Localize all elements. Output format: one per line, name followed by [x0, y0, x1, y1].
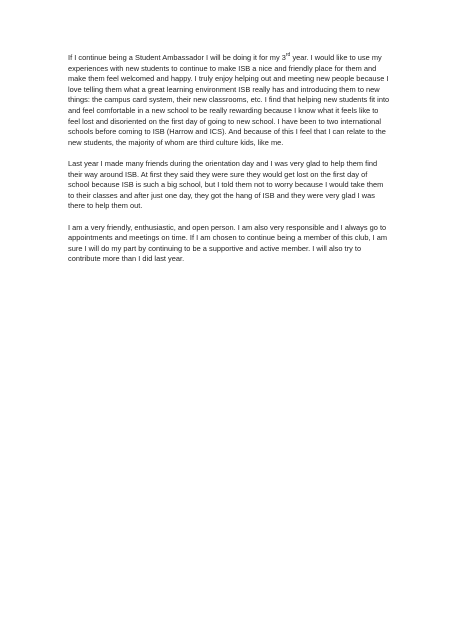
- paragraph-1-text-start: If I continue being a Student Ambassador I will be doing it for my 3: [68, 53, 286, 62]
- ordinal-superscript: rd: [285, 52, 291, 59]
- document-body: [68, 53, 390, 275]
- paragraph-ambassador-intro: [68, 53, 390, 148]
- paragraph-personal-qualities: I am a very friendly, enthusiastic, and open person. I am also very responsible and I always go to appointments and meetings on time. If I am chosen to continue being a member of this club, I am sure I will do my part by continuing to be a supportive and active member. I will also try to contribute more than I did last year.: [68, 222, 388, 264]
- paragraph-orientation-day: Last year I made many friends during the orientation day and I was very glad to help them find their way around ISB. At first they said they were sure they would get lost on the first day of school because ISB is such a big school, but I told them not to worry because I would take them to their classes and after just one day, they got the hang of ISB and they were very glad I was there to help them out.: [68, 158, 384, 211]
- paragraph-1-text-end: year. I would like to use my experiences with new students to continue to make ISB a nice and friendly place for them and make them feel welcomed and happy. I truly enjoy helping out and meeting new people because I love telling them what a great learning environment ISB really has and introducing them to new things: the campus card system, their new classrooms, etc. I find that helping new students fit into and feel comfortable in a new school to be really rewarding because I know what it feels like to feel lost and disoriented on the first day of going to new school. I have been to two international schools before coming to ISB (Harrow and ICS). And because of this I feel that I can relate to the new students, the majority of whom are third culture kids, like me.: [68, 53, 390, 147]
